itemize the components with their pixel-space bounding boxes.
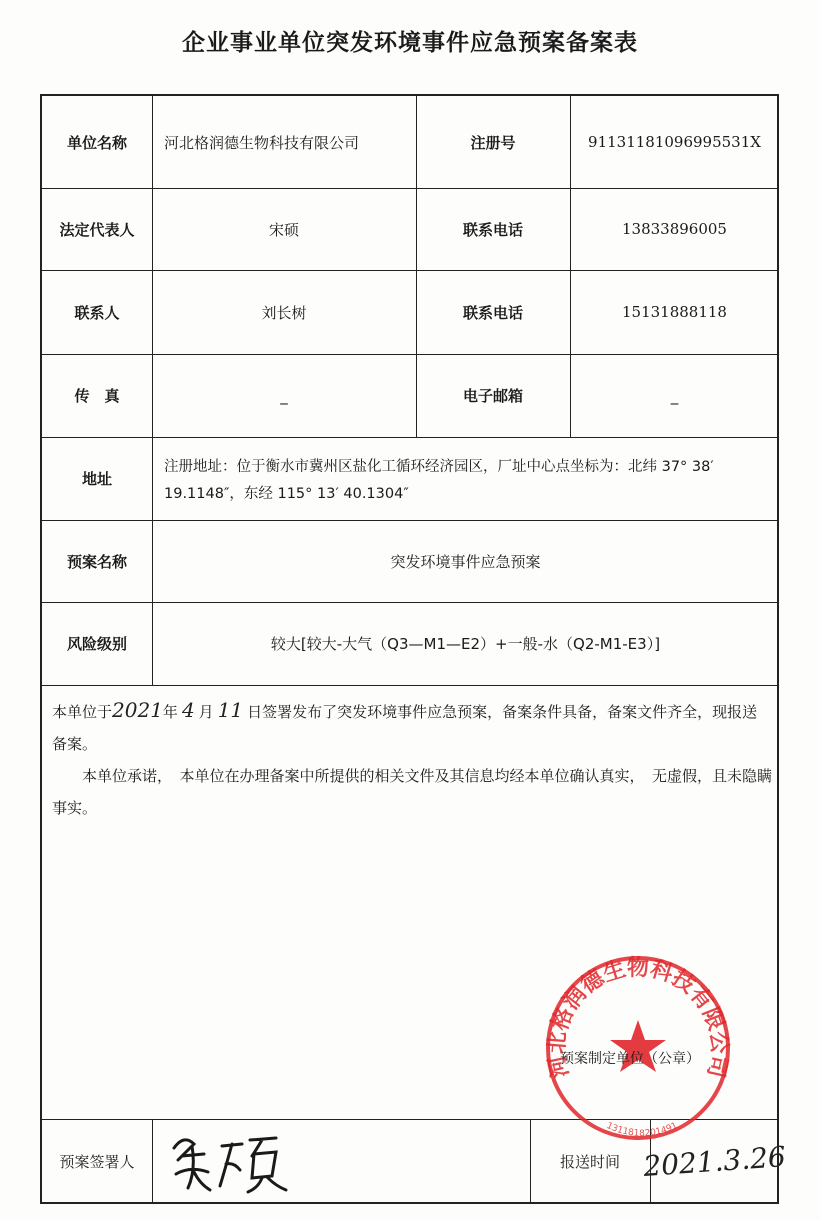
filing-form-table [40,94,787,1204]
unit-name-label: 单位名称 [66,133,127,152]
phone2-value: 15131888118 [622,303,727,321]
plan-name-value: 突发环境事件应急预案 [390,552,541,571]
submit-time-label: 报送时间 [559,1153,620,1171]
phone1-label: 联系电话 [462,220,523,239]
address-value: 注册地址：位于衡水市冀州区盐化工循环经济园区，厂址中心点坐标为：北纬 37° 38′ 19.1148″，东经 115° 13′ 40.1304″ [164,459,714,502]
reg-no-label: 注册号 [470,133,516,152]
signer-signature [164,1126,304,1198]
contact-value: 刘长树 [261,303,307,322]
signer-label: 预案签署人 [59,1153,135,1171]
plan-name-label: 预案名称 [66,552,127,571]
reg-no-value: 91131181096995531X [588,133,761,151]
statement-paragraph-1 [52,694,772,760]
legal-rep-value: 宋硕 [268,220,299,239]
risk-level-value: 较大[较大-大气（Q3—M1—E2）+一般-水（Q2-M1-E3）] [270,635,661,653]
fax-value: _ [280,386,288,405]
risk-level-label: 风险级别 [66,635,127,653]
unit-name-value: 河北格润德生物科技有限公司 [164,133,360,152]
email-value: _ [670,386,679,405]
seal-number-text: 1311818201491 [604,1121,680,1139]
handwritten-month: 4 [181,698,195,722]
email-label: 电子邮箱 [462,387,523,405]
stamp-caption: 预案制定单位（公章） [560,1051,700,1067]
statement-paragraph-2: 本单位承诺， 本单位在办理备案中所提供的相关文件及其信息均经本单位确认真实， 无虚假，且未隐瞒事实。 [52,767,773,817]
statement-text-c: 月 [198,703,214,721]
phone2-label: 联系电话 [462,303,523,322]
contact-label: 联系人 [74,303,120,322]
address-label: 地址 [81,470,112,488]
statement-text-d: 日签署发布了突发环境事件应急预案，备案条件具备，备案文件齐全，现报送备案。 [52,703,758,753]
phone1-value: 13833896005 [622,220,727,238]
submit-time-value: 2021.3.26 [642,1140,787,1183]
page-title: 企业事业单位突发环境事件应急预案备案表 [182,30,638,56]
statement-text-a: 本单位于 [52,703,113,721]
legal-rep-label: 法定代表人 [59,220,135,239]
handwritten-day: 11 [217,698,244,722]
fax-label: 传 真 [74,387,120,405]
handwritten-year: 2021 [112,698,163,722]
statement-text-b: 年 [162,703,178,721]
seal-org-text: 河北格润德生物科技有限公司 [544,955,732,1080]
